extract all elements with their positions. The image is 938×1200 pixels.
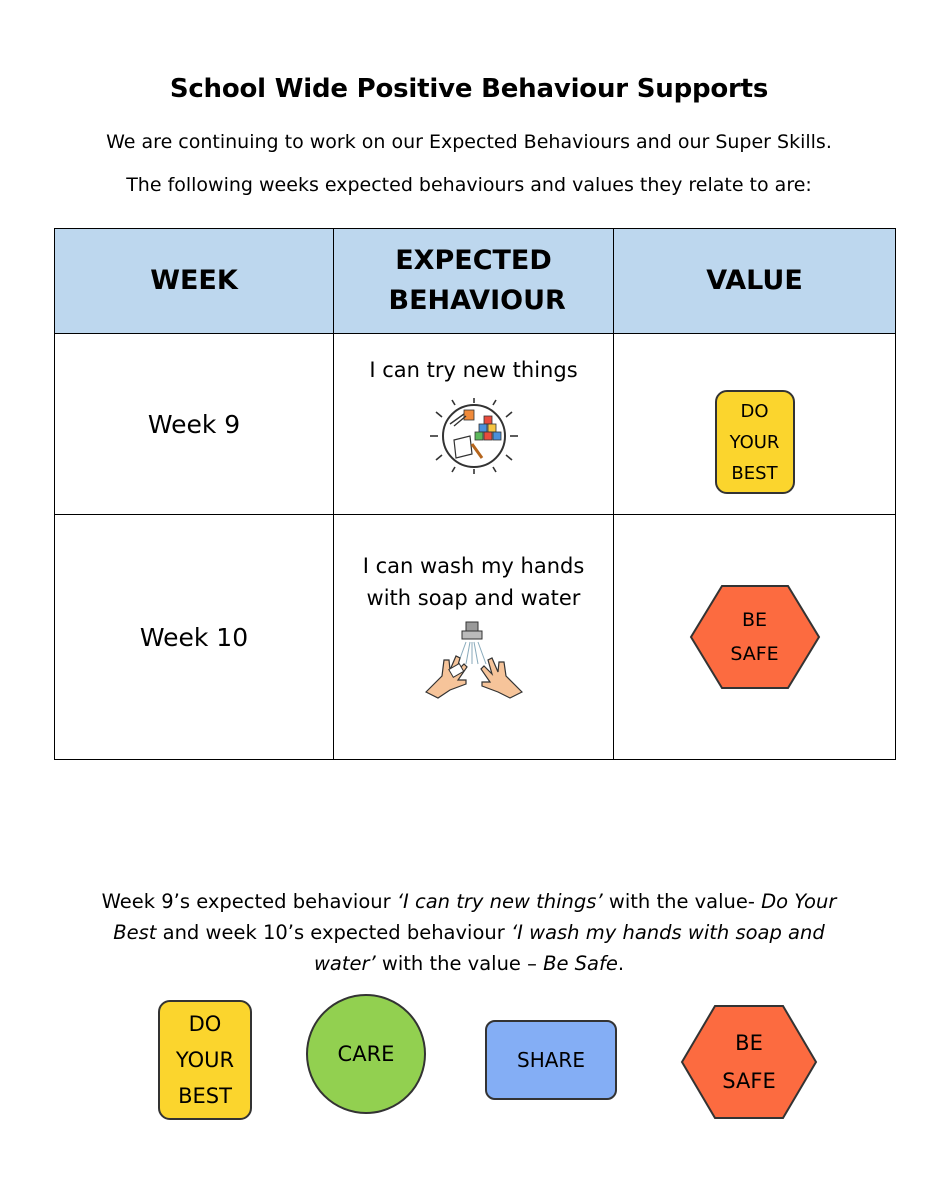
table-row bbox=[55, 515, 896, 760]
do-your-best-badge: DO YOUR BEST bbox=[158, 1000, 252, 1120]
behaviour-table bbox=[54, 228, 896, 760]
intro-line-2: The following weeks expected behaviours and values they relate to are: bbox=[126, 174, 812, 196]
behaviour-text: I can try new things bbox=[369, 358, 578, 382]
header-value: VALUE bbox=[614, 229, 896, 334]
week-cell: Week 9 bbox=[55, 334, 334, 515]
value-cell bbox=[614, 334, 896, 515]
week-cell: Week 10 bbox=[55, 515, 334, 760]
be-safe-badge: BE SAFE bbox=[680, 1004, 818, 1120]
be-safe-badge: BE SAFE bbox=[689, 584, 821, 690]
try-new-things-icon bbox=[426, 396, 522, 480]
intro-line-1: We are continuing to work on our Expected Behaviours and our Super Skills. bbox=[106, 131, 832, 153]
behaviour-cell bbox=[334, 515, 614, 760]
do-your-best-badge: DO YOUR BEST bbox=[715, 390, 795, 494]
share-badge: SHARE bbox=[485, 1020, 617, 1100]
care-badge: CARE bbox=[306, 994, 426, 1114]
table-row bbox=[55, 334, 896, 515]
hand-washing-icon bbox=[422, 620, 526, 704]
behaviour-text: I can wash my hands with soap and water bbox=[362, 554, 585, 610]
value-cell bbox=[614, 515, 896, 760]
header-week: WEEK bbox=[55, 229, 334, 334]
summary-paragraph: Week 9’s expected behaviour ‘I can try new things’ with the value- Do Your Best and week 10’s expected behaviour ‘I wash my hands with soap and water’ with the value – Be Safe. bbox=[101, 890, 837, 975]
page-title: School Wide Positive Behaviour Supports bbox=[169, 74, 769, 104]
header-expected-behaviour: EXPECTED BEHAVIOUR bbox=[334, 229, 614, 334]
table-header-row bbox=[55, 229, 896, 334]
behaviour-cell bbox=[334, 334, 614, 515]
